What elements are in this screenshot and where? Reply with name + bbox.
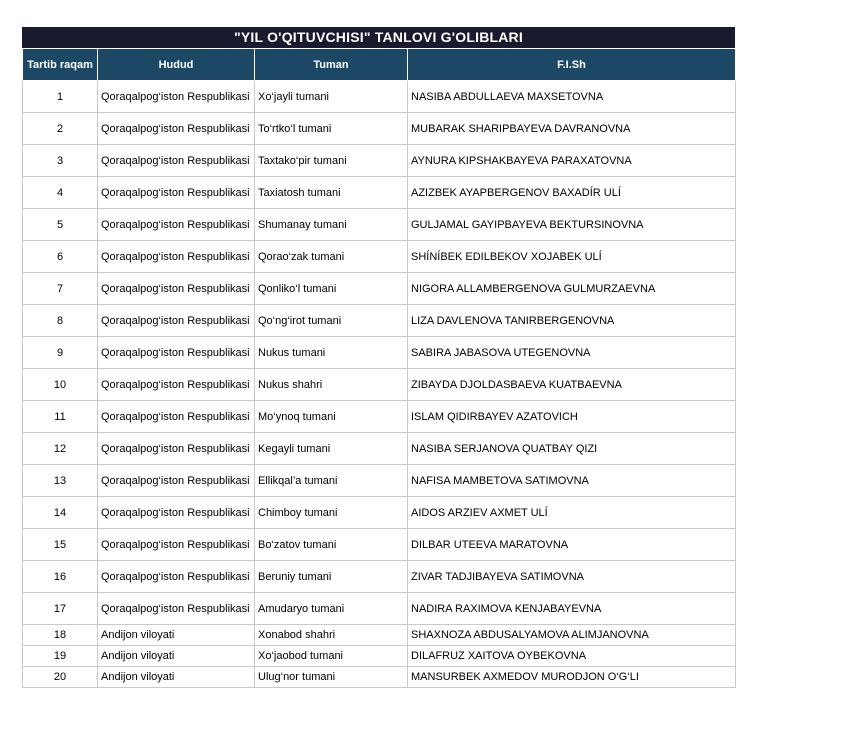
cell-district: Taxiatosh tumani (255, 177, 408, 209)
cell-region: Andijon viloyati (98, 667, 255, 688)
cell-number: 18 (23, 625, 98, 646)
cell-district: Qo‘ng‘irot tumani (255, 305, 408, 337)
cell-district: Xo‘jayli tumani (255, 81, 408, 113)
cell-full-name: AYNURA KIPSHAKBAYEVA PARAXATOVNA (408, 145, 736, 177)
cell-region: Qoraqalpog‘iston Respublikasi (98, 561, 255, 593)
table-row (23, 177, 736, 209)
cell-district: Qonliko‘l tumani (255, 273, 408, 305)
cell-district: Bo‘zatov tumani (255, 529, 408, 561)
cell-number: 12 (23, 433, 98, 465)
table-row (23, 337, 736, 369)
cell-number: 10 (23, 369, 98, 401)
cell-number: 9 (23, 337, 98, 369)
cell-region: Qoraqalpog‘iston Respublikasi (98, 241, 255, 273)
cell-district: Kegayli tumani (255, 433, 408, 465)
cell-region: Qoraqalpog‘iston Respublikasi (98, 433, 255, 465)
cell-number: 8 (23, 305, 98, 337)
table-row (23, 593, 736, 625)
cell-full-name: NASIBA ABDULLAEVA MAXSETOVNA (408, 81, 736, 113)
column-header-region: Hudud (98, 49, 255, 81)
cell-district: Taxtako‘pir tumani (255, 145, 408, 177)
cell-district: Beruniy tumani (255, 561, 408, 593)
cell-full-name: ZIBAYDA DJOLDASBAEVA KUATBAEVNA (408, 369, 736, 401)
cell-region: Qoraqalpog‘iston Respublikasi (98, 465, 255, 497)
table-row (23, 113, 736, 145)
page-title: "YIL O'QITUVCHISI" TANLOVI G'OLIBLARI (22, 27, 735, 48)
cell-district: Ellikqal’a tumani (255, 465, 408, 497)
table-row (23, 561, 736, 593)
winners-table (22, 48, 736, 688)
cell-number: 19 (23, 646, 98, 667)
cell-number: 14 (23, 497, 98, 529)
cell-region: Qoraqalpog‘iston Respublikasi (98, 209, 255, 241)
cell-district: Xo‘jaobod tumani (255, 646, 408, 667)
table-row (23, 369, 736, 401)
cell-full-name: ISLAM QIDIRBAYEV AZATOVICH (408, 401, 736, 433)
cell-full-name: ZIVAR TADJIBAYEVA SATIMOVNA (408, 561, 736, 593)
table-row (23, 433, 736, 465)
cell-number: 16 (23, 561, 98, 593)
winners-sheet (22, 27, 735, 688)
cell-number: 2 (23, 113, 98, 145)
table-header-row (23, 49, 736, 81)
table-row (23, 273, 736, 305)
cell-region: Qoraqalpog‘iston Respublikasi (98, 305, 255, 337)
cell-district: Amudaryo tumani (255, 593, 408, 625)
table-row (23, 667, 736, 688)
cell-district: Ulug‘nor tumani (255, 667, 408, 688)
cell-full-name: NAFISA MAMBETOVA SATIMOVNA (408, 465, 736, 497)
cell-region: Qoraqalpog‘iston Respublikasi (98, 273, 255, 305)
cell-full-name: DILAFRUZ XAITOVA OYBEKOVNA (408, 646, 736, 667)
table-row (23, 305, 736, 337)
cell-district: To‘rtko‘l tumani (255, 113, 408, 145)
cell-number: 4 (23, 177, 98, 209)
cell-region: Qoraqalpog‘iston Respublikasi (98, 145, 255, 177)
cell-full-name: MUBARAK SHARIPBAYEVA DAVRANOVNA (408, 113, 736, 145)
cell-region: Qoraqalpog‘iston Respublikasi (98, 529, 255, 561)
table-row (23, 209, 736, 241)
cell-district: Xonabod shahri (255, 625, 408, 646)
table-body (23, 81, 736, 688)
cell-full-name: AIDOS ARZIEV AXMET ULÍ (408, 497, 736, 529)
cell-full-name: SABIRA JABASOVA UTEGENOVNA (408, 337, 736, 369)
cell-region: Qoraqalpog‘iston Respublikasi (98, 337, 255, 369)
cell-number: 15 (23, 529, 98, 561)
table-row (23, 625, 736, 646)
table-row (23, 145, 736, 177)
cell-full-name: NIGORA ALLAMBERGENOVA GULMURZAEVNA (408, 273, 736, 305)
column-header-district: Tuman (255, 49, 408, 81)
cell-region: Qoraqalpog‘iston Respublikasi (98, 401, 255, 433)
cell-number: 6 (23, 241, 98, 273)
cell-number: 1 (23, 81, 98, 113)
cell-full-name: SHÍNÍBEK EDILBEKOV XOJABEK ULÍ (408, 241, 736, 273)
cell-number: 17 (23, 593, 98, 625)
cell-full-name: NASIBA SERJANOVA QUATBAY QIZI (408, 433, 736, 465)
cell-number: 7 (23, 273, 98, 305)
cell-number: 3 (23, 145, 98, 177)
cell-number: 11 (23, 401, 98, 433)
cell-district: Mo‘ynoq tumani (255, 401, 408, 433)
table-row (23, 401, 736, 433)
cell-number: 5 (23, 209, 98, 241)
cell-district: Nukus tumani (255, 337, 408, 369)
cell-region: Qoraqalpog‘iston Respublikasi (98, 177, 255, 209)
cell-full-name: MANSURBEK AXMEDOV MURODJON O‘G‘LI (408, 667, 736, 688)
cell-full-name: DILBAR UTEEVA MARATOVNA (408, 529, 736, 561)
cell-region: Qoraqalpog‘iston Respublikasi (98, 113, 255, 145)
cell-district: Nukus shahri (255, 369, 408, 401)
cell-full-name: AZIZBEK AYAPBERGENOV BAXADÍR ULÍ (408, 177, 736, 209)
cell-number: 13 (23, 465, 98, 497)
cell-full-name: SHAXNOZA ABDUSALYAMOVA ALIMJANOVNA (408, 625, 736, 646)
table-row (23, 529, 736, 561)
cell-region: Andijon viloyati (98, 625, 255, 646)
table-row (23, 497, 736, 529)
column-header-number: Tartib raqam (23, 49, 98, 81)
table-row (23, 241, 736, 273)
cell-full-name: NADIRA RAXIMOVA KENJABAYEVNA (408, 593, 736, 625)
cell-full-name: GULJAMAL GAYIPBAYEVA BEKTURSINOVNA (408, 209, 736, 241)
cell-region: Qoraqalpog‘iston Respublikasi (98, 369, 255, 401)
cell-district: Shumanay tumani (255, 209, 408, 241)
cell-full-name: LIZA DAVLENOVA TANIRBERGENOVNA (408, 305, 736, 337)
column-header-full-name: F.I.Sh (408, 49, 736, 81)
cell-region: Andijon viloyati (98, 646, 255, 667)
cell-region: Qoraqalpog‘iston Respublikasi (98, 497, 255, 529)
cell-number: 20 (23, 667, 98, 688)
table-row (23, 81, 736, 113)
table-row (23, 646, 736, 667)
table-row (23, 465, 736, 497)
cell-district: Chimboy tumani (255, 497, 408, 529)
cell-district: Qorao‘zak tumani (255, 241, 408, 273)
cell-region: Qoraqalpog‘iston Respublikasi (98, 81, 255, 113)
cell-region: Qoraqalpog‘iston Respublikasi (98, 593, 255, 625)
